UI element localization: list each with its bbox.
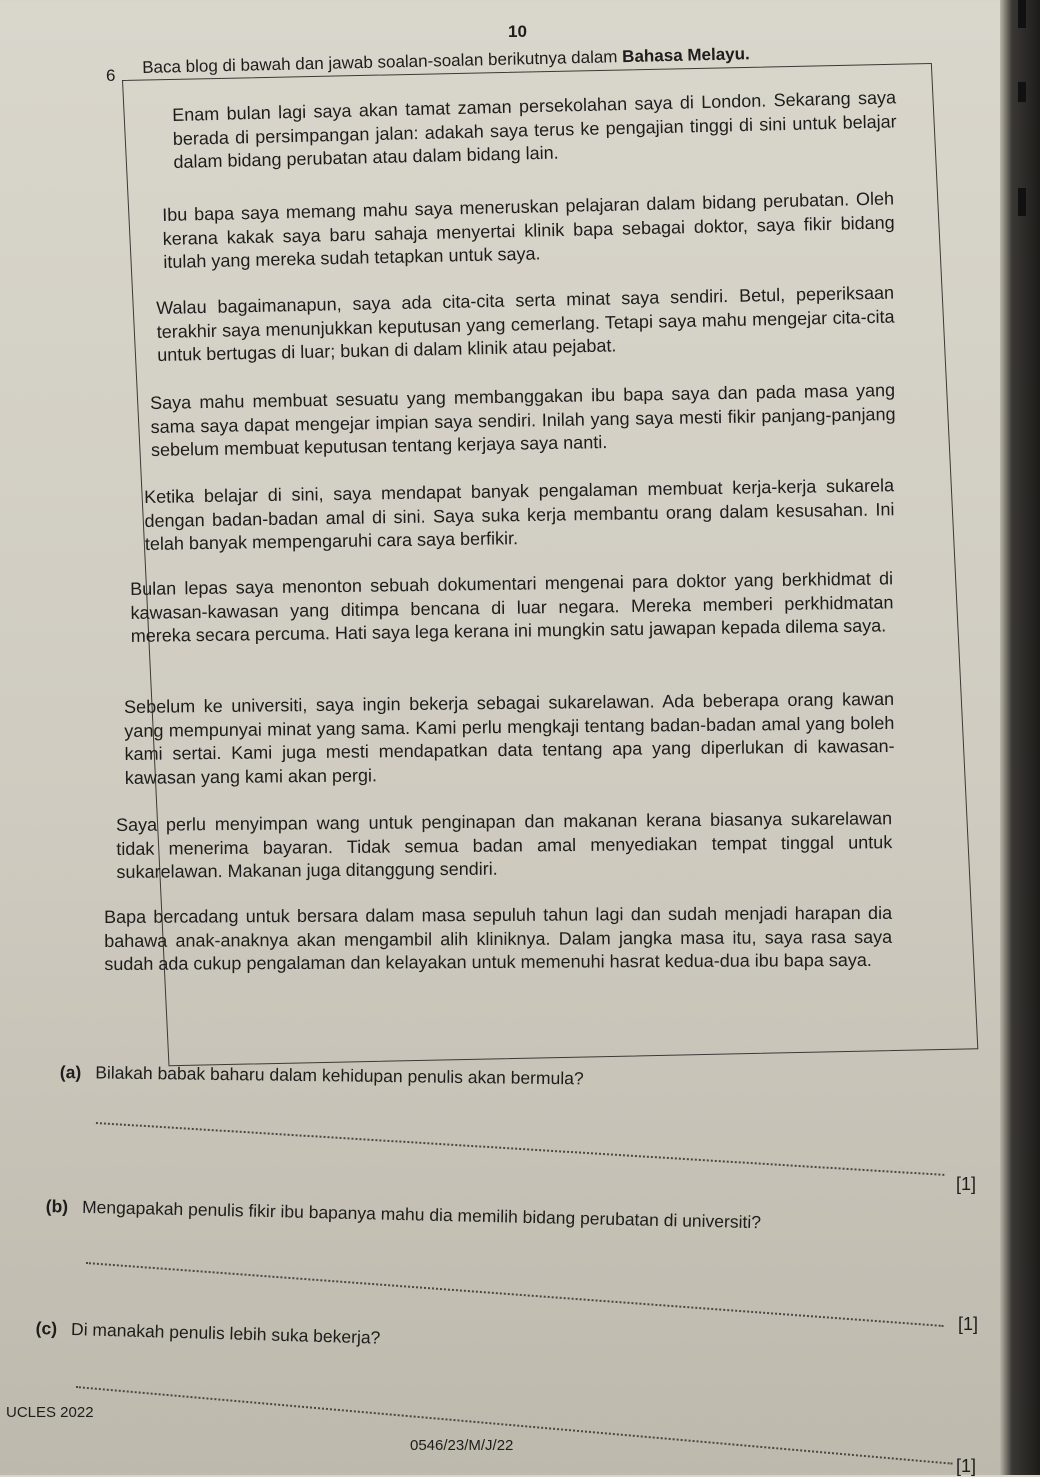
question-number: 6 [106, 66, 116, 85]
blog-paragraph: Ketika belajar di sini, saya mendapat banyak pengalaman membuat kerja-kerja sukarela dengan badan-badan amal di sini. Saya suka kerja membantu orang dalam kesusahan. Ini telah banyak mempengaruhi cara saya berfikir. [144, 475, 895, 554]
question-label: (b) [45, 1196, 69, 1217]
answer-line[interactable] [96, 1122, 945, 1176]
instruction-emphasis: Bahasa Melayu. [621, 44, 750, 67]
question-label: (a) [59, 1062, 82, 1083]
edge-mark [1018, 188, 1026, 216]
page-edge-shadow [1000, 0, 1040, 1475]
blog-paragraph: Saya perlu menyimpan wang untuk penginapan dan makanan kerana biasanya sukarelawan tidak menerima bayaran. Tidak semua badan amal menyediakan tempat tinggal untuk sukarelawan. Makanan juga ditanggung sendiri. [116, 808, 893, 882]
question-text: Di manakah penulis lebih suka bekerja? [70, 1318, 381, 1348]
blog-paragraph: Saya mahu membuat sesuatu yang membanggakan ibu bapa saya dan pada masa yang sama saya dapat mengejar impian saya sendiri. Inilah yang saya mesti fikir panjang-panjang sebelum membuat keputusan tentang kerjaya saya nanti. [150, 379, 896, 460]
blog-paragraph: Ibu bapa saya memang mahu saya meneruskan pelajaran dalam bidang perubatan. Oleh kerana kakak saya baru sahaja menyertai klinik bapa sebagai doktor, saya fikir bidang itulah yang mereka sudah tetapkan untuk saya. [162, 188, 895, 272]
question-c [35, 1318, 380, 1349]
mark-allocation: [1] [958, 1314, 979, 1334]
question-a [60, 1062, 584, 1089]
blog-paragraph: Enam bulan lagi saya akan tamat zaman persekolahan saya di London. Sekarang saya berada di persimpangan jalan: adakah saya terus ke pengajian tinggi di sini untuk belajar dalam bidang perubatan atau dalam bidang lain. [172, 87, 897, 172]
footer-paper-code: 0546/23/M/J/22 [410, 1437, 514, 1454]
footer-copyright: UCLES 2022 [6, 1404, 94, 1421]
blog-paragraph: Walau bagaimanapun, saya ada cita-cita serta minat saya sendiri. Betul, peperiksaan terakhir saya menunjukkan keputusan yang cemerlang. Tetapi saya mahu mengejar cita-cita untuk bertugas di luar; bukan di dalam klinik atau pejabat. [156, 282, 895, 365]
mark-allocation: [1] [956, 1174, 977, 1194]
blog-paragraph: Sebelum ke universiti, saya ingin bekerja sebagai sukarelawan. Ada beberapa orang kawan yang mempunyai minat yang sama. Kami perlu mengkaji tentang badan-badan amal yang boleh kami sertai. Kami juga mesti mendapatkan data tentang apa yang diperlukan di kawasan-kawasan yang kami akan pergi. [124, 688, 895, 788]
answer-line[interactable] [76, 1386, 953, 1465]
question-label: (c) [35, 1318, 58, 1339]
question-text: Mengapakah penulis fikir ibu bapanya mahu dia memilih bidang perubatan di universiti? [81, 1196, 762, 1233]
edge-mark [1018, 82, 1026, 102]
instruction-text: Baca blog di bawah dan jawab soalan-soalan berikutnya dalam [142, 47, 623, 77]
page-number: 10 [508, 22, 527, 41]
blog-paragraph: Bapa bercadang untuk bersara dalam masa sepuluh tahun lagi dan sudah menjadi harapan dia bahawa anak-anaknya akan mengambil alih kliniknya. Dalam jangka masa itu, saya rasa saya sudah ada cukup pengalaman dan kelayakan untuk memenuhi hasrat kedua-dua ibu bapa saya. [104, 902, 893, 974]
question-b [46, 1196, 762, 1233]
blog-paragraph: Bulan lepas saya menonton sebuah dokumentari mengenai para doktor yang berkhidmat di kawasan-kawasan yang ditimpa bencana di luar negara. Mereka memberi perkhidmatan mereka secara percuma. Hati saya lega kerana ini mungkin satu jawapan kepada dilema saya. [130, 568, 894, 646]
edge-mark [1018, 0, 1026, 28]
answer-line[interactable] [86, 1262, 944, 1327]
question-text: Bilakah babak baharu dalam kehidupan penulis akan bermula? [95, 1062, 584, 1089]
mark-allocation: [1] [956, 1456, 977, 1476]
